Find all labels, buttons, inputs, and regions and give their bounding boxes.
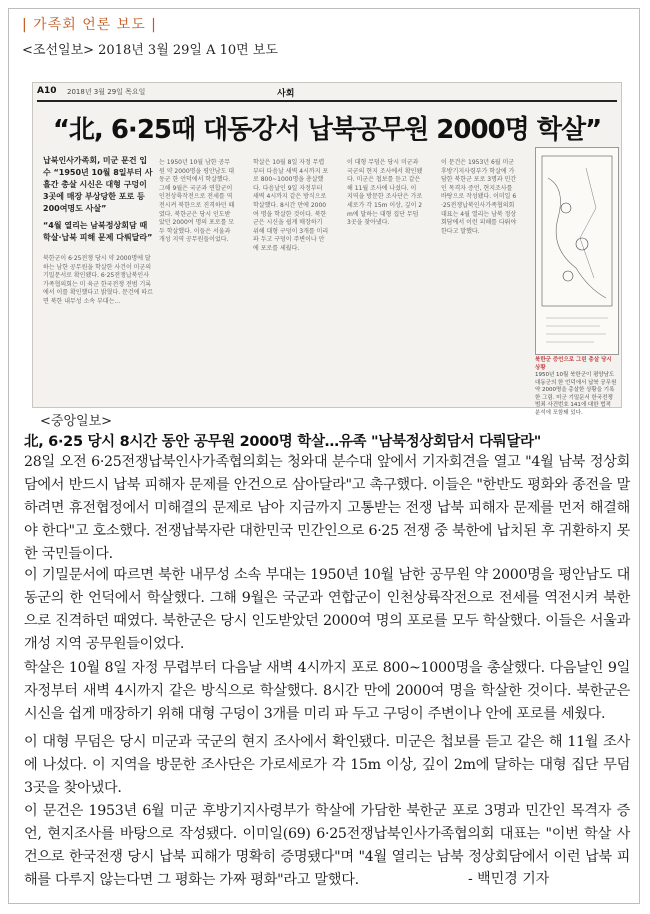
clipping-column (347, 159, 423, 405)
clipping-section: 사회 (277, 89, 295, 99)
section-title: | 가족회 언론 보도 | (22, 17, 157, 33)
clipping-text: 북한군이 6·25전쟁 당시 약 2000명에 달하는 남한 공무원을 학살한 사건이 미군의 기밀문서로 확인됐다. 6·25전쟁납북인사가족협의회는 미 육군 한국전쟁 전범 기록에서 이를 확인했다고 밝혔다. 문건에 따르면 북한 내무성 소속 부대는... (43, 255, 153, 305)
clipping-column (441, 159, 517, 405)
article-paragraph: 학살은 10월 8일 자정 무렵부터 다음날 새벽 4시까지 포로 800~1000명을 총살했다. 다음날인 9일 자정부터 새벽 4시까지 같은 방식으로 학살했다. 8시간 만에 2000여 명을 학살한 것이다. 북한군은 시신을 쉽게 매장하기 위해 대형 구덩이 3개를 미리 파 두고 구덩이 주변이나 안에 포로를 세웠다. (24, 660, 630, 722)
article-paragraph: 이 기밀문서에 따르면 북한 내무성 소속 부대는 1950년 10월 남한 공무원 약 2000명을 평안남도 대동군의 한 언덕에서 학살했다. 그해 9월은 국군과 연합군이 인천상륙작전으로 전세를 역전시켜 북한으로 진격하던 때였다. 북한군은 당시 인도받았던 2000여 명의 포로를 모두 학살했다. 이들은 서울과 개성 지역 공무원들이었다. (24, 567, 630, 652)
clipping-lede (43, 155, 153, 249)
clipping-text: 이 대형 무덤은 당시 미군과 국군의 현지 조사에서 확인됐다. 미군은 첩보를 듣고 같은 해 11월 조사에 나섰다. 이 지역을 방문한 조사단은 가로세로가 각 15m 이상, 깊이 2m에 달하는 대형 집단 무덤 3곳을 찾아냈다. (347, 159, 423, 227)
article-paragraph: 이 대형 무덤은 당시 미군과 국군의 현지 조사에서 확인됐다. 미군은 첩보를 듣고 같은 해 11월 조사에 나섰다. 이 지역을 방문한 조사단은 가로세로가 각 15m 이상, 깊이 2m에 달하는 대형 집단 무덤 3곳을 찾아냈다. (24, 734, 630, 796)
clipping-column (253, 159, 329, 405)
clipping-header (37, 86, 617, 102)
map-caption-text: 1950년 10월 북한군이 평양남도 대동군의 한 언덕에서 납북 공무원 약 2000명을 총살한 상황을 기록한 그림. 미군 기밀문서 한국전쟁 범죄 사건번호 141에 대한 법적 분석에 포함돼 있다. (535, 372, 617, 416)
clipping-text: 이 문건은 1953년 6월 미군 후방기지사령부가 학살에 가담한 북한군 포로 3명과 민간인 목격자 증언, 현지조사를 바탕으로 작성됐다. 이미일 6·25전쟁납북인사가족협의회 대표는 4월 열리는 남북 정상회담에서 이런 피해를 다뤄야 한다고 말했다. (441, 159, 517, 235)
source-joongang: <중앙일보> (40, 414, 113, 429)
map-caption (535, 357, 617, 417)
map-caption-title: 북한군 증언으로 그린 총살 당시 상황 (535, 357, 612, 371)
clipping-text: 는 1950년 10월 남한 공무원 약 2000명을 평안남도 대동군 한 언덕에서 학살했다. 그해 9월은 국군과 연합군이 인천상륙작전으로 전세를 역전시켜 북한으로 진격하던 때였다. 북한군은 당시 인도받았던 2000여 명의 포로를 모두 학살했다. 이들은 서울과 개성 지역 공무원들이었다. (159, 159, 235, 244)
lede-line: “4월 열리는 남북정상회담 때 학살·납북 피해 문제 다뤄달라” (43, 221, 153, 242)
clipping-text: 학살은 10월 8일 자정 무렵부터 다음날 새벽 4시까지 포로 800~1000명을 총살했다. 다음날인 9일 자정부터 새벽 4시까지 같은 방식으로 학살했다. 8시간 만에 2000여 명을 학살한 것이다. 북한군은 시신을 쉽게 매장하기 위해 대형 구덩이 3개를 미리 파 두고 구덩이 주변이나 안에 포로를 세웠다. (253, 159, 329, 252)
clipping-date: 2018년 3월 29일 목요일 (67, 88, 146, 96)
newspaper-clipping (32, 82, 622, 416)
lede-line: 납북인사가족회, 미군 문건 입수 “1950년 10월 8일부터 사흘간 총살 시신은 대형 구덩이 3곳에 매장 부상당한 포로 등 200여명도 사살” (43, 156, 153, 213)
article-paragraph: 이 문건은 1953년 6월 미군 후방기지사령부가 학살에 가담한 북한군 포로 3명과 민간인 목격자 증언, 현지조사를 바탕으로 작성됐다. 이미일(69) 6·25전쟁납북인사가족협의회 대표는 "이번 학살 사건으로 한국전쟁 당시 납북 피해가 명확히 증명됐다"며 "4월 열리는 남북 정상회담에서 이런 납북 피해를 다루지 않는다면 그 평화는 가짜 평화"라고 말했다. (24, 803, 630, 888)
article-title: 北, 6·25 당시 8시간 동안 공무원 2000명 학살…유족 "남북정상회담서 다뤄달라" (24, 434, 542, 450)
byline: - 백민경 기자 (468, 871, 550, 887)
clipping-column (159, 159, 235, 405)
article-paragraph: 28일 오전 6·25전쟁납북인사가족협의회는 청와대 분수대 앞에서 기자회견을 열고 "4월 남북 정상회담에서 반드시 납북 피해자 문제를 안건으로 삼아달라"고 촉구했다. 이들은 "한반도 평화와 종전을 말하려면 휴전협정에서 미해결의 문제로 남아 지금까지 고통받는 전쟁 납북 피해자 문제를 먼저 해결해야 한다"고 호소했다. 전쟁납북자란 대한민국 민간인으로 6·25 전쟁 중 북한에 납치된 후 귀환하지 못한 국민들이다. (24, 454, 630, 562)
massacre-sketch-map (535, 147, 619, 355)
source-chosun: <조선일보> 2018년 3월 29일 A 10면 보도 (22, 43, 278, 58)
clipping-page-number: A10 (37, 86, 57, 96)
clipping-headline: “北, 6·25때 대동강서 납북공무원 2000명 학살” (52, 115, 602, 145)
clipping-body-left (43, 255, 153, 405)
